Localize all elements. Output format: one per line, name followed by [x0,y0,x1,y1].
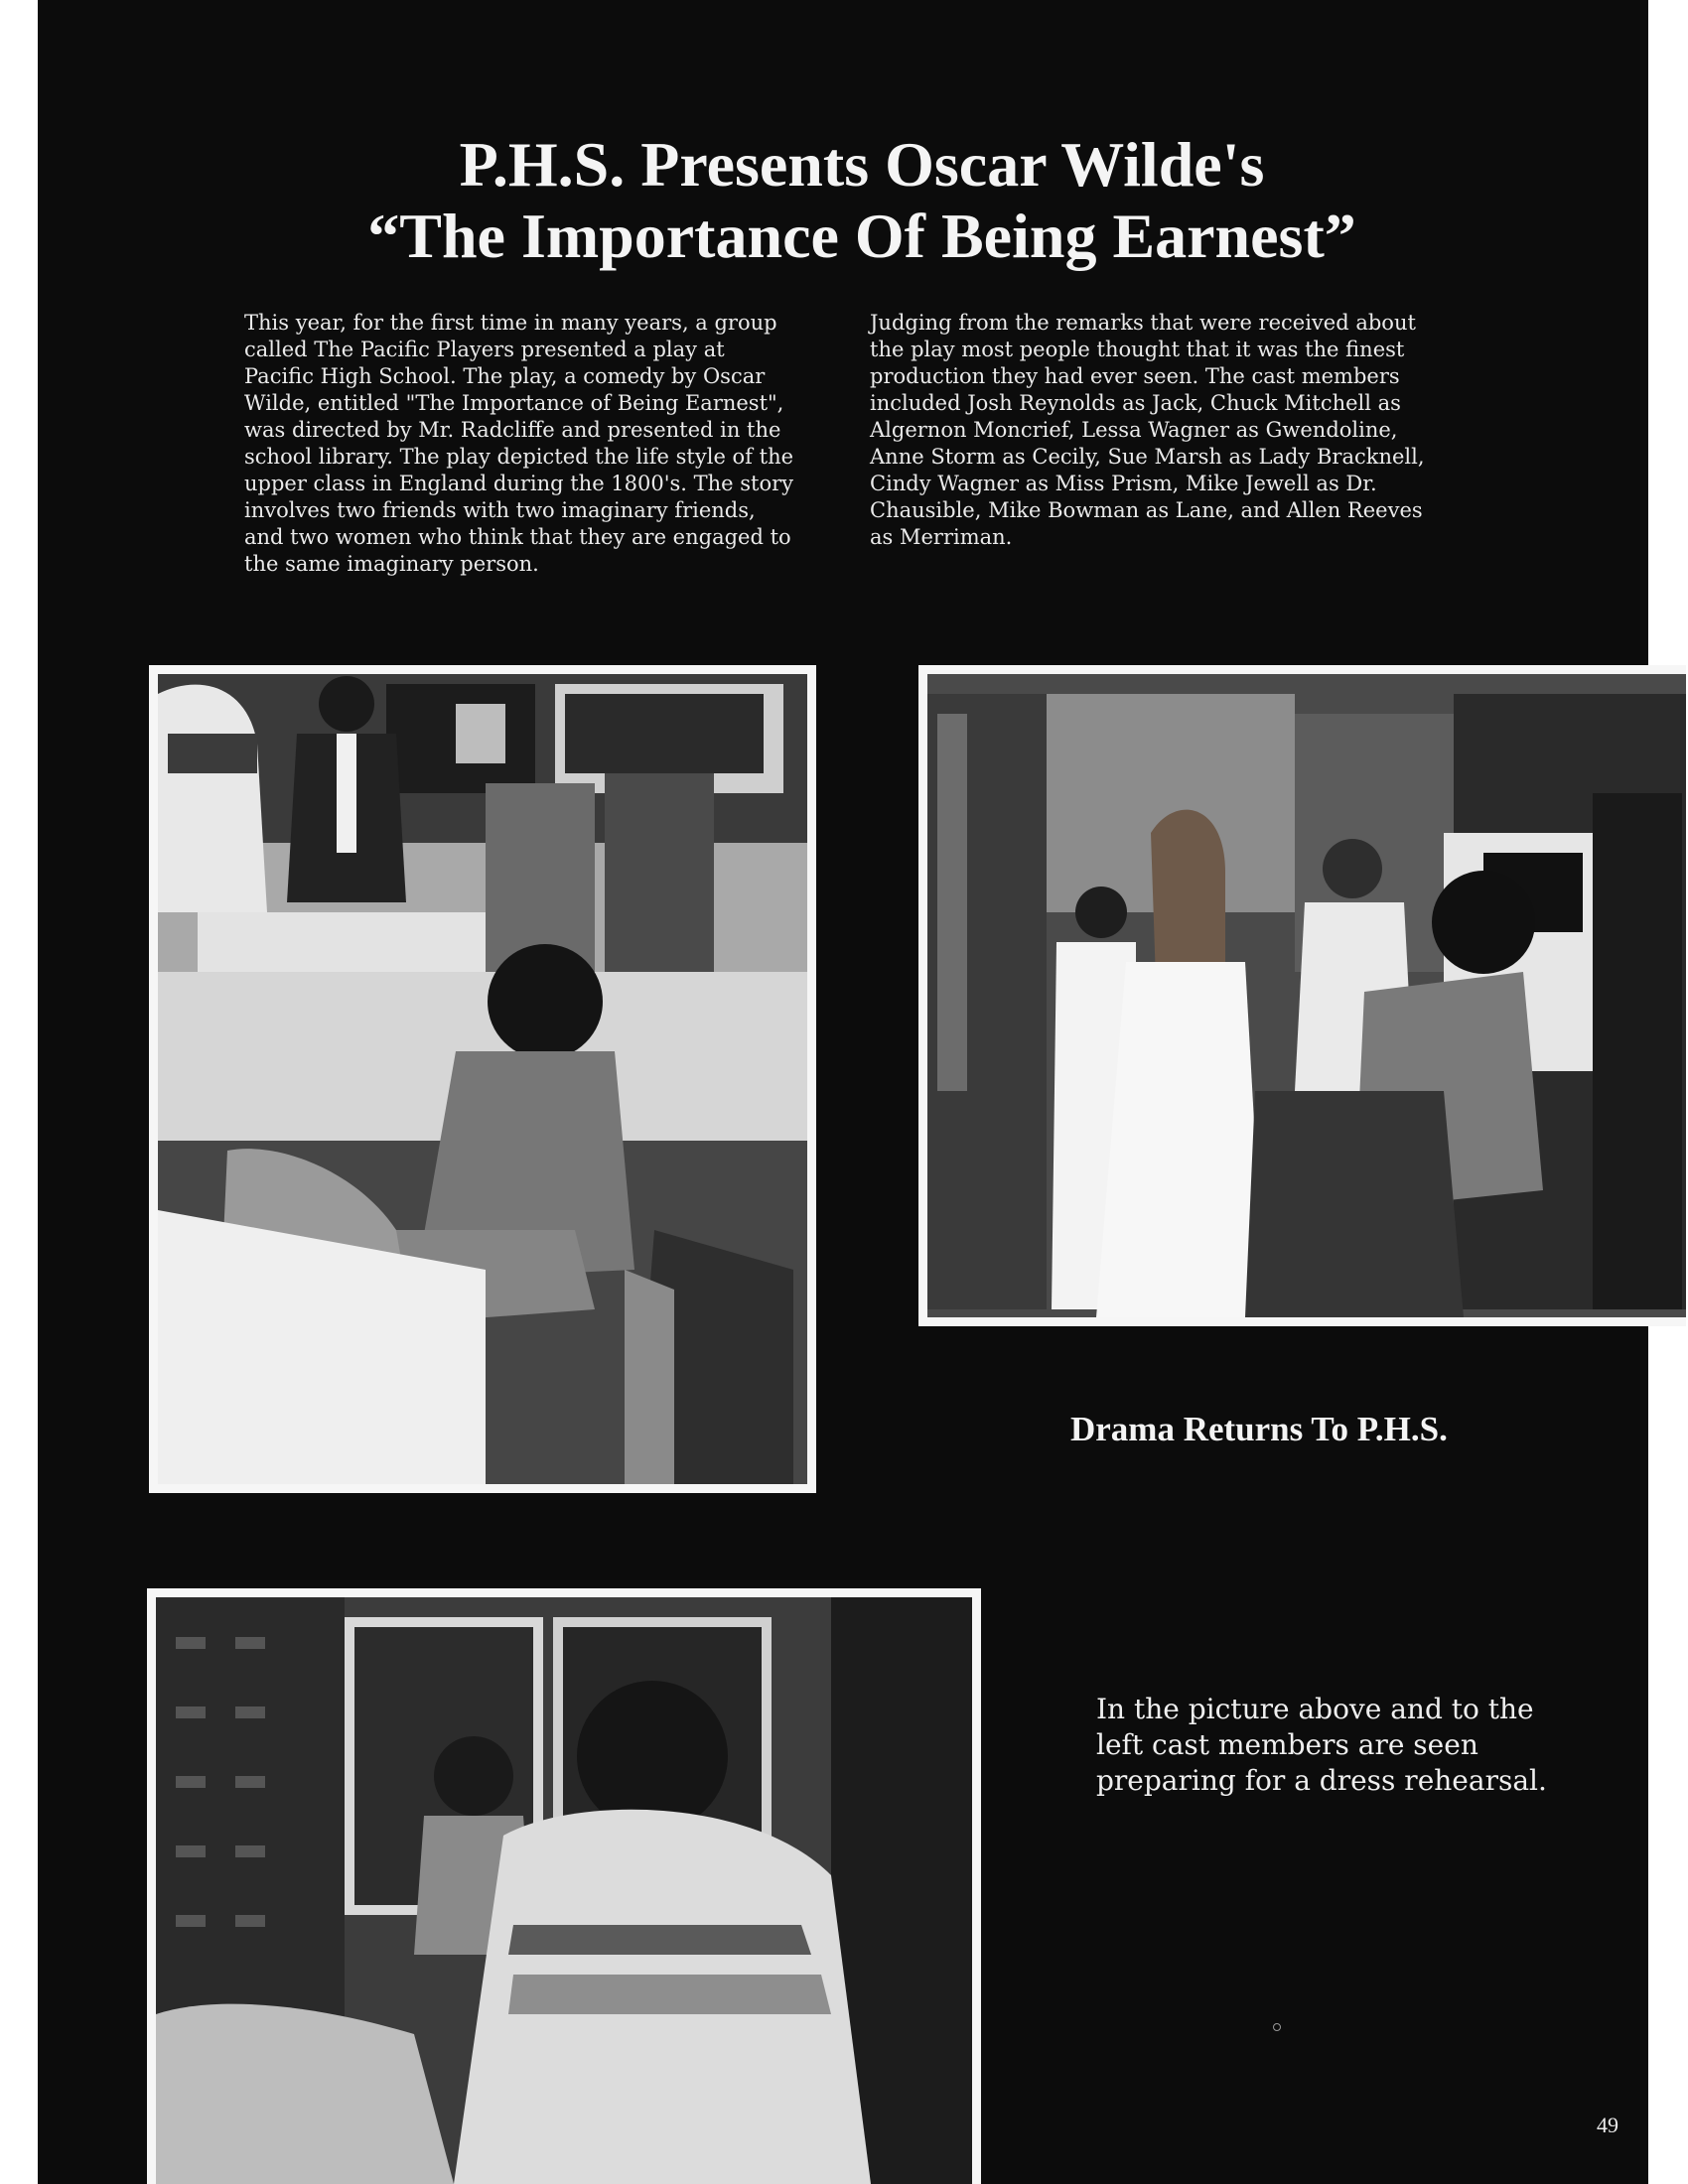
photo-dress-rehearsal-prep [147,1588,981,2184]
article-column-left: This year, for the first time in many years, a group called The Pacific Players presented a play at Pacific High School. The play, a comedy by Oscar Wilde, entitled "The Importance of Being Earnest", was directed by Mr. Radcliffe and presented in the school library. The play depicted the life style of the upper class in England during the 1800's. The story involves two friends with two imaginary friends, and two women who think that they are engaged to the same imaginary person. [244,311,794,576]
photo-caption: In the picture above and to the left cast members are seen preparing for a dress rehearsal. [1096,1693,1547,1797]
page-number: 49 [1597,2113,1618,2137]
article-column-right: Judging from the remarks that were received about the play most people thought that it was the finest production they had ever seen. The cast members included Josh Reynolds as Jack, Chuck Mitchell as Algernon Moncrief, Lessa Wagner as Gwendoline, Anne Storm as Cecily, Sue Marsh as Lady Bracknell, Cindy Wagner as Miss Prism, Mike Jewell as Dr. Chausible, Mike Bowman as Lane, and Allen Reeves as Merriman. [870,311,1425,549]
section-heading: Drama Returns To P.H.S. [1070,1410,1448,1448]
photo-cast-backstage [918,665,1686,1326]
page-title [216,129,1507,272]
title-line-2: “The Importance Of Being Earnest” [367,201,1356,271]
photo-dress-rehearsal-prep-image [156,1597,972,2184]
photo-cast-backstage-image [927,674,1686,1317]
small-dot-mark [1273,2023,1281,2031]
photo-student-at-table-image [158,674,807,1484]
title-line-1: P.H.S. Presents Oscar Wilde's [459,129,1265,200]
yearbook-page [38,0,1648,2184]
photo-student-at-table [149,665,816,1493]
